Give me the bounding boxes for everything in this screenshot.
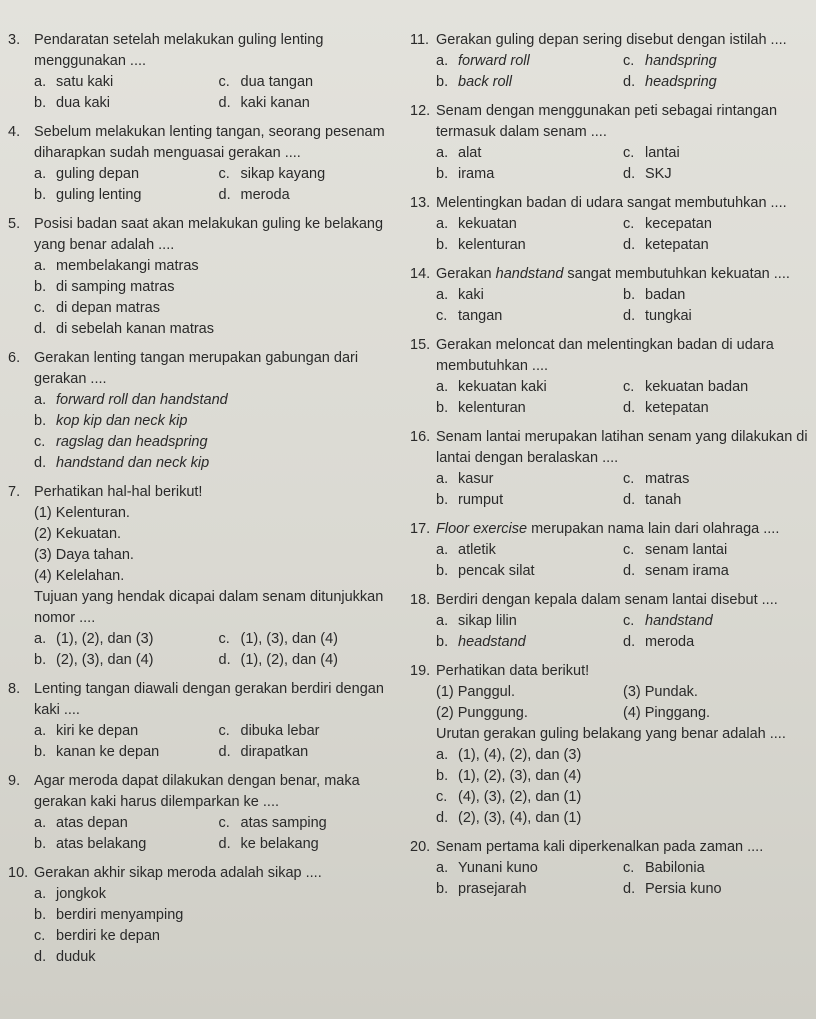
- question-3: [8, 30, 403, 114]
- question-stem: Senam dengan menggunakan peti sebagai rintangan termasuk dalam senam ....: [436, 103, 778, 140]
- option: b. kop kip dan neck kip: [34, 413, 188, 429]
- question-stem: Gerakan meloncat dan melentingkan badan di udara membutuhkan ....: [436, 337, 774, 374]
- left-column: [8, 30, 403, 976]
- question-number: 16.: [410, 429, 431, 445]
- question-stem: Gerakan akhir sikap meroda adalah sikap ....: [34, 865, 322, 881]
- option: a. forward roll: [436, 53, 530, 69]
- option: b. kelenturan: [436, 237, 526, 253]
- option: b. berdiri menyamping: [34, 907, 184, 923]
- option: b. badan: [623, 287, 686, 303]
- option: a. sikap lilin: [436, 613, 517, 629]
- option: b. (1), (2), (3), dan (4): [436, 768, 582, 784]
- question-10: [8, 863, 403, 968]
- question-16: [410, 427, 810, 511]
- question-stem: Gerakan lenting tangan merupakan gabungan dari gerakan ....: [34, 350, 359, 387]
- question-number: 3.: [8, 32, 21, 48]
- option: d. headspring: [623, 74, 717, 90]
- option: d. meroda: [218, 187, 290, 203]
- question-18: [410, 590, 810, 653]
- question-7: [8, 482, 403, 671]
- list-item: (3) Daya tahan.: [34, 547, 134, 563]
- question-number: 17.: [410, 521, 431, 537]
- option: b. guling lenting: [34, 187, 142, 203]
- option: d. (1), (2), dan (4): [218, 652, 338, 668]
- question-stem: Berdiri dengan kepala dalam senam lantai disebut ....: [436, 592, 778, 608]
- question-number: 9.: [8, 773, 21, 789]
- option: a. forward roll dan handstand: [34, 392, 228, 408]
- question-number: 10.: [8, 865, 29, 881]
- option: c. senam lantai: [623, 542, 728, 558]
- list-item: (1) Panggul.: [436, 684, 515, 700]
- question-number: 6.: [8, 350, 21, 366]
- list-item: (1) Kelenturan.: [34, 505, 130, 521]
- option: a. (1), (4), (2), dan (3): [436, 747, 582, 763]
- list-item: (4) Pinggang.: [623, 705, 711, 721]
- option: d. ke belakang: [218, 836, 319, 852]
- list-item: (2) Kekuatan.: [34, 526, 122, 542]
- option: a. atas depan: [34, 815, 128, 831]
- option: c. sikap kayang: [218, 166, 326, 182]
- question-prompt: Tujuan yang hendak dicapai dalam senam ditunjukkan nomor ....: [34, 589, 384, 626]
- option: b. (2), (3), dan (4): [34, 652, 154, 668]
- question-stem: Perhatikan hal-hal berikut!: [34, 484, 203, 500]
- option: a. atletik: [436, 542, 496, 558]
- option: d. kaki kanan: [218, 95, 310, 111]
- option: a. satu kaki: [34, 74, 114, 90]
- option: b. kanan ke depan: [34, 744, 160, 760]
- option: d. SKJ: [623, 166, 672, 182]
- question-number: 7.: [8, 484, 21, 500]
- question-stem: Gerakan guling depan sering disebut dengan istilah ....: [436, 32, 787, 48]
- option: c. (4), (3), (2), dan (1): [436, 789, 582, 805]
- question-19: [410, 661, 810, 829]
- option: c. Babilonia: [623, 860, 705, 876]
- option: c. dibuka lebar: [218, 723, 320, 739]
- question-number: 12.: [410, 103, 431, 119]
- right-column: [410, 30, 810, 908]
- option: c. lantai: [623, 145, 680, 161]
- option: d. (2), (3), (4), dan (1): [436, 810, 582, 826]
- question-5: [8, 214, 403, 340]
- question-prompt: Urutan gerakan guling belakang yang benar adalah ....: [436, 726, 786, 742]
- option: d. tanah: [623, 492, 682, 508]
- question-4: [8, 122, 403, 206]
- question-6: [8, 348, 403, 474]
- question-14: [410, 264, 810, 327]
- question-stem: Senam lantai merupakan latihan senam yang dilakukan di lantai dengan beralaskan ....: [436, 429, 808, 466]
- option: b. di samping matras: [34, 279, 175, 295]
- option: d. Persia kuno: [623, 881, 722, 897]
- option: d. di sebelah kanan matras: [34, 321, 214, 337]
- option: a. jongkok: [34, 886, 106, 902]
- question-number: 15.: [410, 337, 431, 353]
- question-15: [410, 335, 810, 419]
- option: c. (1), (3), dan (4): [218, 631, 338, 647]
- question-stem: Senam pertama kali diperkenalkan pada zaman ....: [436, 839, 764, 855]
- option: d. dirapatkan: [218, 744, 309, 760]
- option: d. duduk: [34, 949, 96, 965]
- option: a. kasur: [436, 471, 494, 487]
- option: d. tungkai: [623, 308, 692, 324]
- question-number: 19.: [410, 663, 431, 679]
- option: b. dua kaki: [34, 95, 111, 111]
- option: a. kaki: [436, 287, 484, 303]
- option: d. senam irama: [623, 563, 729, 579]
- question-number: 13.: [410, 195, 431, 211]
- option: c. di depan matras: [34, 300, 160, 316]
- option: a. kiri ke depan: [34, 723, 139, 739]
- option: c. matras: [623, 471, 690, 487]
- option: c. atas samping: [218, 815, 327, 831]
- question-9: [8, 771, 403, 855]
- list-item: (2) Punggung.: [436, 705, 528, 721]
- option: b. rumput: [436, 492, 504, 508]
- question-stem: Posisi badan saat akan melakukan guling ke belakang yang benar adalah ....: [34, 216, 384, 253]
- question-stem: Perhatikan data berikut!: [436, 663, 590, 679]
- option: d. handstand dan neck kip: [34, 455, 210, 471]
- option: c. dua tangan: [218, 74, 314, 90]
- question-number: 5.: [8, 216, 21, 232]
- list-item: (3) Pundak.: [623, 684, 698, 700]
- question-stem: Pendaratan setelah melakukan guling lenting menggunakan ....: [34, 32, 324, 69]
- question-stem: Agar meroda dapat dilakukan dengan benar, maka gerakan kaki harus dilemparkan ke ....: [34, 773, 360, 810]
- list-item: (4) Kelelahan.: [34, 568, 125, 584]
- question-17: [410, 519, 810, 582]
- option: c. tangan: [436, 308, 503, 324]
- option: a. guling depan: [34, 166, 140, 182]
- option: b. headstand: [436, 634, 526, 650]
- question-stem: Floor exercise merupakan nama lain dari olahraga ....: [436, 521, 780, 537]
- question-stem: Melentingkan badan di udara sangat membutuhkan ....: [436, 195, 787, 211]
- question-number: 11.: [410, 32, 430, 48]
- question-stem: Gerakan handstand sangat membutuhkan kekuatan ....: [436, 266, 790, 282]
- question-stem: Sebelum melakukan lenting tangan, seorang pesenam diharapkan sudah menguasai gerakan ....: [34, 124, 385, 161]
- option: b. back roll: [436, 74, 512, 90]
- question-number: 14.: [410, 266, 431, 282]
- question-13: [410, 193, 810, 256]
- option: b. prasejarah: [436, 881, 527, 897]
- option: c. ragslag dan headspring: [34, 434, 208, 450]
- option: a. (1), (2), dan (3): [34, 631, 154, 647]
- option: a. Yunani kuno: [436, 860, 538, 876]
- option: d. ketepatan: [623, 237, 709, 253]
- option: d. meroda: [623, 634, 695, 650]
- question-stem: Lenting tangan diawali dengan gerakan berdiri dengan kaki ....: [34, 681, 384, 718]
- option: b. irama: [436, 166, 495, 182]
- question-number: 4.: [8, 124, 21, 140]
- option: c. kekuatan badan: [623, 379, 749, 395]
- option: c. berdiri ke depan: [34, 928, 160, 944]
- option: c. handspring: [623, 53, 717, 69]
- option: a. kekuatan kaki: [436, 379, 547, 395]
- question-12: [410, 101, 810, 185]
- option: d. ketepatan: [623, 400, 709, 416]
- option: b. kelenturan: [436, 400, 526, 416]
- question-number: 20.: [410, 839, 431, 855]
- option: a. kekuatan: [436, 216, 517, 232]
- question-8: [8, 679, 403, 763]
- option: c. handstand: [623, 613, 713, 629]
- question-number: 18.: [410, 592, 431, 608]
- option: a. alat: [436, 145, 482, 161]
- question-number: 8.: [8, 681, 21, 697]
- option: b. atas belakang: [34, 836, 147, 852]
- question-20: [410, 837, 810, 900]
- question-11: [410, 30, 810, 93]
- option: b. pencak silat: [436, 563, 535, 579]
- option: a. membelakangi matras: [34, 258, 199, 274]
- option: c. kecepatan: [623, 216, 712, 232]
